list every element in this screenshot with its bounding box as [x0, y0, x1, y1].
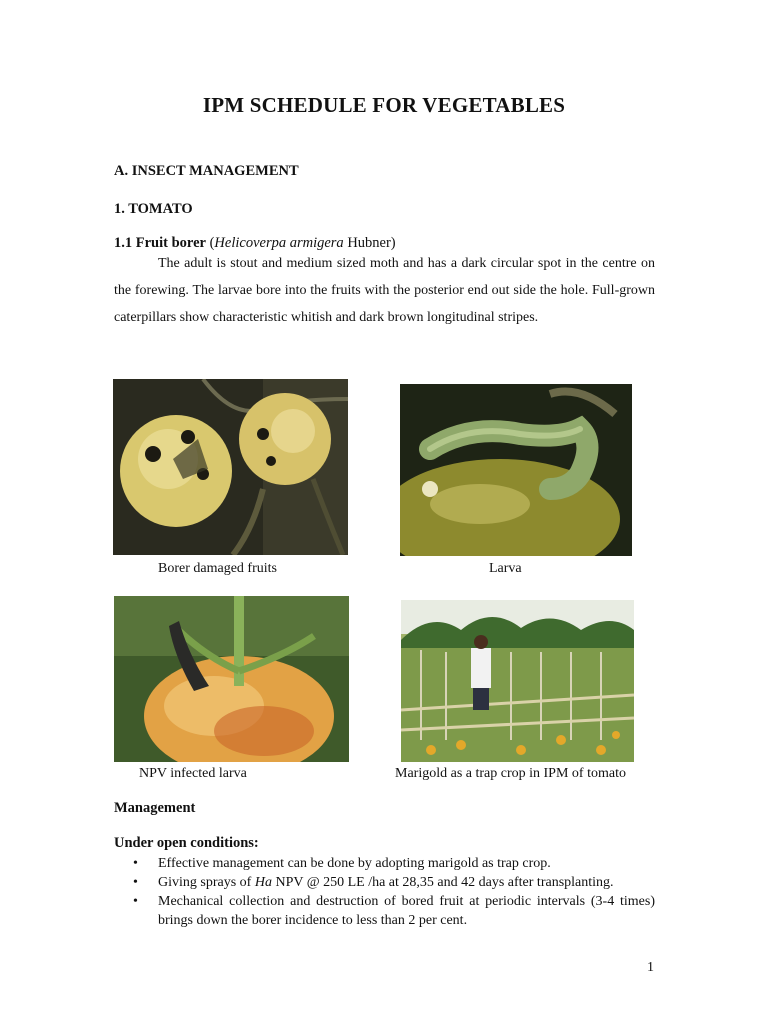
pest-description: The adult is stout and medium sized moth and has a dark circular spot in the centre on the forewing. The larvae bore into the fruits with the posterior end out side the hole. Full-grown caterpillars show characteristic whitish and dark brown longitudinal stripes. — [114, 256, 655, 325]
figure-caption: Marigold as a trap crop in IPM of tomato — [395, 766, 626, 781]
list-item-text-italic: Ha — [254, 875, 272, 890]
list-item — [114, 873, 655, 892]
borer-damaged-fruits-photo — [113, 379, 348, 555]
bullet-icon: • — [133, 875, 138, 890]
management-list — [114, 854, 655, 930]
larva-photo — [400, 384, 632, 556]
figure-caption: Larva — [489, 561, 522, 576]
pest-author: Hubner) — [343, 235, 396, 251]
pest-name: 1.1 Fruit borer — [114, 235, 206, 251]
list-item-text — [158, 875, 614, 890]
pest-open-paren: ( — [205, 235, 215, 251]
list-item-text-post: NPV @ 250 LE /ha at 28,35 and 42 days after transplanting. — [271, 875, 614, 890]
figure-caption: NPV infected larva — [139, 766, 247, 781]
list-item — [114, 854, 655, 873]
list-item — [114, 892, 655, 930]
bullet-icon: • — [133, 856, 138, 871]
list-item-text-pre: Giving sprays of — [158, 875, 255, 890]
marigold-field-photo — [401, 600, 634, 762]
bullet-icon: • — [133, 894, 138, 909]
management-heading: Management — [114, 800, 196, 816]
pest-scientific-name: Helicoverpa armigera — [214, 235, 344, 251]
page-number: 1 — [647, 960, 654, 975]
crop-heading: 1. TOMATO — [114, 201, 193, 217]
page-title: IPM SCHEDULE FOR VEGETABLES — [202, 93, 566, 117]
open-conditions-heading: Under open conditions: — [114, 835, 259, 851]
npv-infected-larva-photo — [114, 596, 349, 762]
figure-caption: Borer damaged fruits — [158, 561, 277, 576]
list-item-text: Mechanical collection and destruction of bored fruit at periodic intervals (3-4 times) brings down the borer incidence to less than 2 per cent. — [158, 894, 655, 928]
section-heading: A. INSECT MANAGEMENT — [114, 163, 299, 179]
list-item-text: Effective management can be done by adopting marigold as trap crop. — [158, 856, 551, 871]
